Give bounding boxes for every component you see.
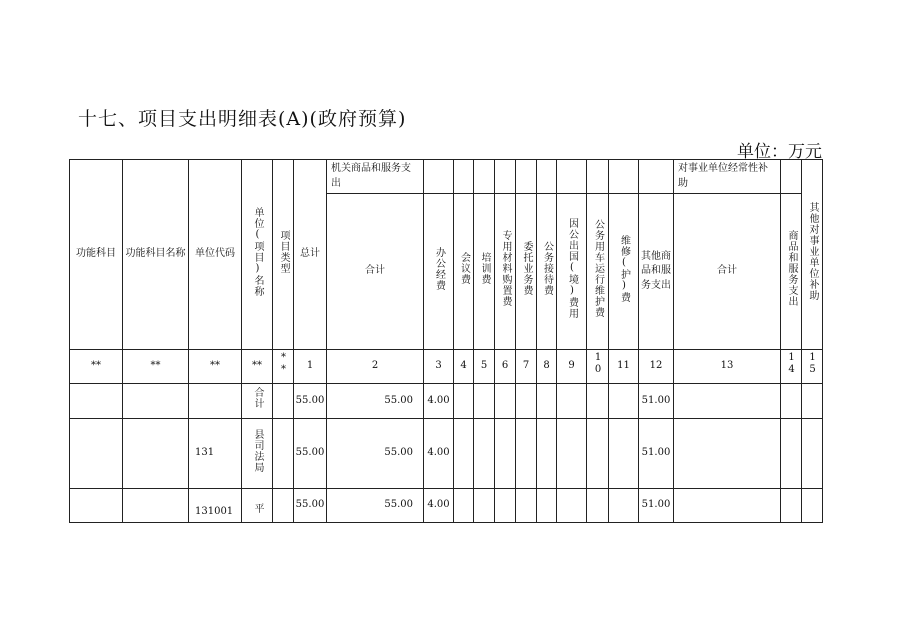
index-cell: 7 [516,350,537,384]
index-cell: 8 [537,350,557,384]
index-row [70,350,823,384]
cell-office: 4.00 [424,384,454,419]
cell-total: 55.00 [294,384,327,419]
cell-subtotal: 55.00 [327,384,424,419]
cell-project-type [273,489,294,523]
index-cell: 2 [327,350,424,384]
header-other-subsidy: 其他对事业单位补助 [802,160,823,350]
page-title: 十七、项目支出明细表(A)(政府预算) [78,108,407,130]
index-cell: 11 [609,350,639,384]
cell-func-code [70,489,123,523]
cell-func-name [123,419,189,489]
cell-project-type [273,384,294,419]
cell-unit-name: 县司法局 [242,419,273,489]
header-total: 总计 [294,160,327,350]
table-row [70,419,823,489]
index-cell: 12 [639,350,674,384]
cell-other-goods: 51.00 [639,489,674,523]
header-meeting: 会议费 [454,194,474,350]
cell-office: 4.00 [424,489,454,523]
header-goods-services: 商品和服务支出 [781,194,802,350]
cell-subtotal: 55.00 [327,489,424,523]
index-cell: 15 [802,350,823,384]
header-unit-name: 单位(项目)名称 [242,160,273,350]
cell-func-name [123,384,189,419]
index-cell: ** [189,350,242,384]
table-row [70,489,823,523]
header-maintenance: 维修(护)费 [609,194,639,350]
index-cell: 6 [495,350,516,384]
cell-func-code [70,419,123,489]
index-cell: ** [242,350,273,384]
header-reception: 公务接待费 [537,194,557,350]
cell-other-goods: 51.00 [639,384,674,419]
index-cell: 3 [424,350,454,384]
header-func-name: 功能科目名称 [123,160,189,350]
index-cell: ** [273,350,294,384]
cell-func-name [123,489,189,523]
cell-unit-name: 合计 [242,384,273,419]
index-cell: 13 [674,350,781,384]
cell-total: 55.00 [294,419,327,489]
table-row [70,384,823,419]
header-subtotal: 合计 [327,194,424,350]
cell-office: 4.00 [424,419,454,489]
index-cell: 9 [557,350,587,384]
header-other-goods: 其他商品和服务支出 [639,194,674,350]
index-cell: ** [70,350,123,384]
cell-unit-name: 平 [242,489,273,523]
header-commission: 委托业务费 [516,194,537,350]
cell-unit-code [189,384,242,419]
index-cell: 5 [474,350,495,384]
header-group-subsidy: 对事业单位经常性补助 [674,160,781,194]
cell-total: 55.00 [294,489,327,523]
header-training: 培训费 [474,194,495,350]
header-abroad: 因公出国(境)费用 [557,194,587,350]
expenditure-table [69,159,823,523]
unit-label: 单位：万元 [737,142,822,162]
header-func-code: 功能科目 [70,160,123,350]
cell-subtotal: 55.00 [327,419,424,489]
header-materials: 专用材料购置费 [495,194,516,350]
header-vehicle: 公务用车运行维护费 [587,194,609,350]
cell-other-goods: 51.00 [639,419,674,489]
header-project-type: 项目类型 [273,160,294,350]
header-group-goods: 机关商品和服务支出 [327,160,424,194]
cell-unit-code: 131001 [189,489,242,523]
index-cell: 4 [454,350,474,384]
header-office: 办公经费 [424,194,454,350]
cell-unit-code: 131 [189,419,242,489]
index-cell: 1 [294,350,327,384]
header-subtotal-2: 合计 [674,194,781,350]
cell-func-code [70,384,123,419]
cell-project-type [273,419,294,489]
index-cell: 10 [587,350,609,384]
index-cell: ** [123,350,189,384]
header-unit-code: 单位代码 [189,160,242,350]
index-cell: 14 [781,350,802,384]
